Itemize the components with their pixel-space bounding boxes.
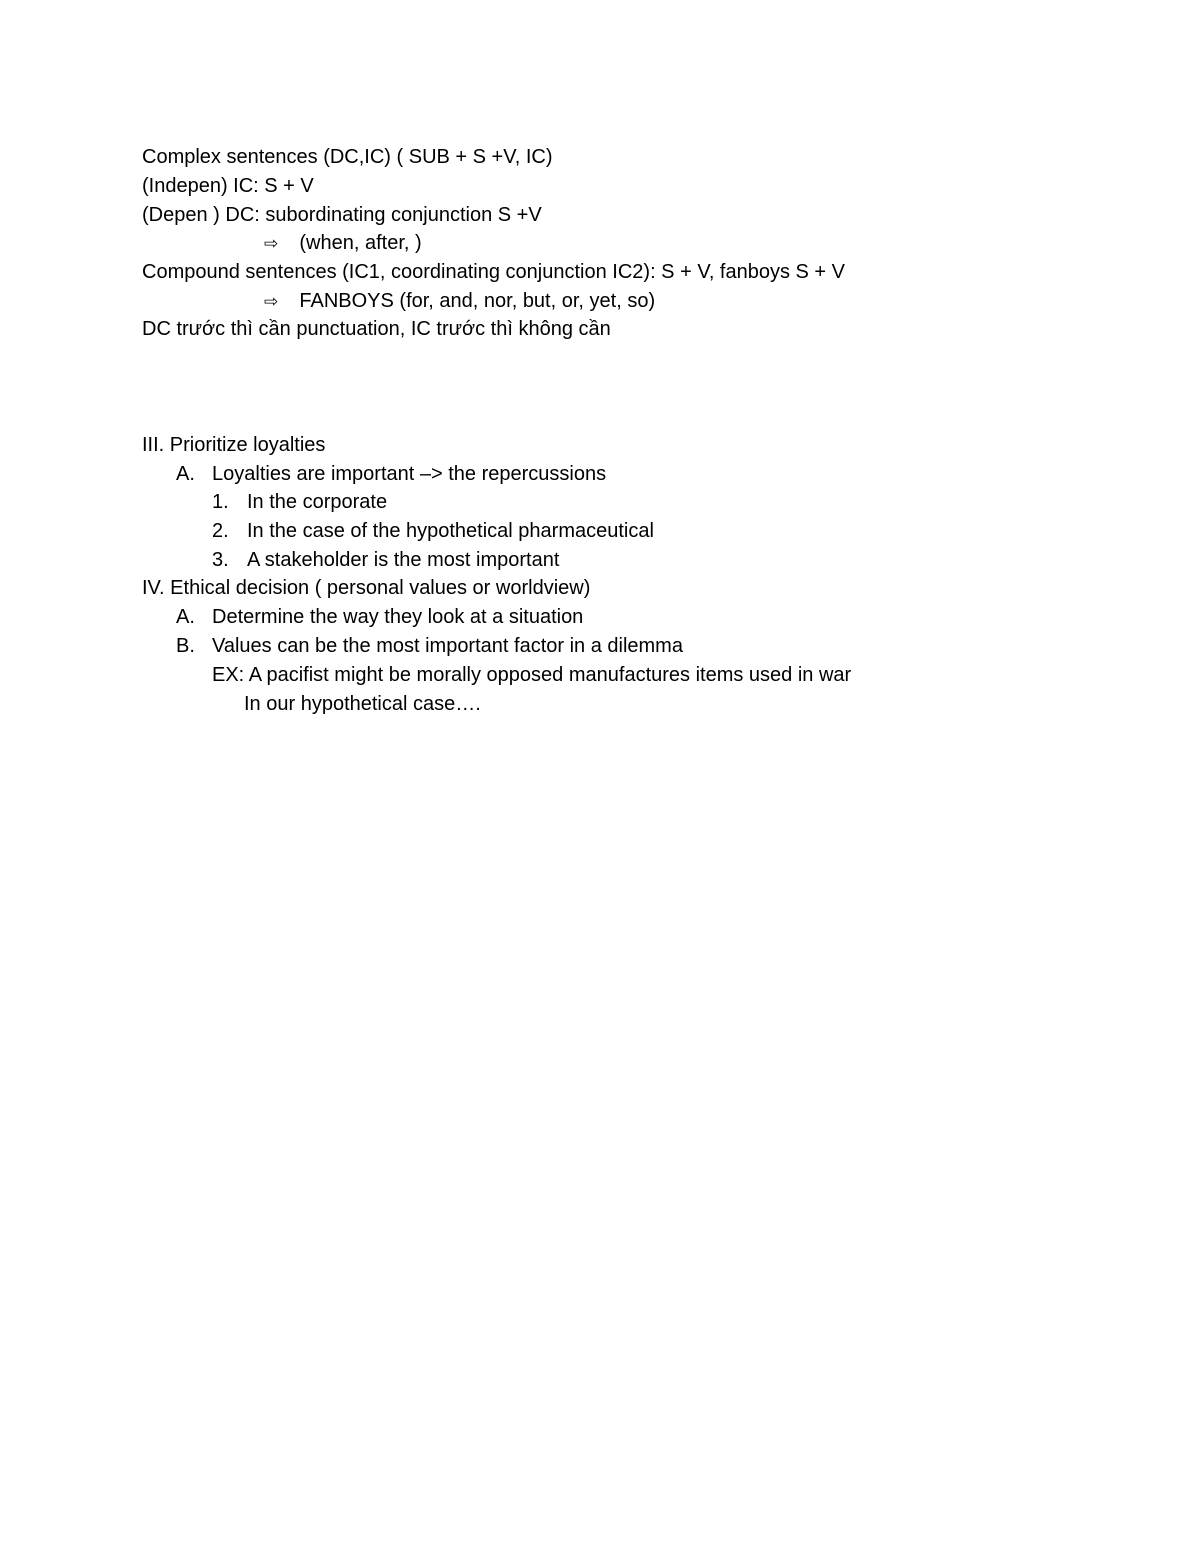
fanboys-line [264,289,655,314]
list-marker: A. [176,606,195,628]
list-marker: B. [176,635,195,657]
list-item-text: Loyalties are important –> the repercussions [212,463,607,485]
list-marker: A. [176,463,195,485]
list-item-text: Values can be the most important factor in a dilemma [212,635,683,657]
section-3-item-a [176,462,606,486]
list-marker: 1. [212,491,229,513]
dependent-clause-line: (Depen ) DC: subordinating conjunction S +V [142,204,542,226]
arrow-right-icon: ⇨ [264,292,279,312]
list-item-text: Determine the way they look at a situation [212,606,584,628]
list-marker: 2. [212,520,229,542]
arrow-right-icon: ⇨ [264,234,279,254]
section-4-item-a [176,605,583,629]
dc-examples-text: (when, after, ) [299,232,422,254]
example-line: EX: A pacifist might be morally opposed manufactures items used in war [212,664,852,686]
independent-clause-line: (Indepen) IC: S + V [142,175,314,197]
list-item [212,490,387,514]
section-4-item-b [176,634,683,658]
list-item-text: In the corporate [247,491,388,513]
punctuation-rule-line: DC trước thì cần punctuation, IC trước thì không cần [142,318,611,340]
section-4-heading: IV. Ethical decision ( personal values or worldview) [142,577,591,599]
list-item [212,548,559,572]
compound-sentences-line: Compound sentences (IC1, coordinating conjunction IC2): S + V, fanboys S + V [142,261,846,283]
dc-examples-line [264,231,422,256]
example-continuation-line: In our hypothetical case…. [244,693,481,715]
fanboys-text: FANBOYS (for, and, nor, but, or, yet, so) [299,290,656,312]
list-item-text: In the case of the hypothetical pharmaceutical [247,520,654,542]
list-item [212,519,654,543]
complex-sentences-line: Complex sentences (DC,IC) ( SUB + S +V, IC) [142,146,553,168]
list-marker: 3. [212,549,229,571]
list-item-text: A stakeholder is the most important [247,549,560,571]
section-3-heading: III. Prioritize loyalties [142,434,326,456]
